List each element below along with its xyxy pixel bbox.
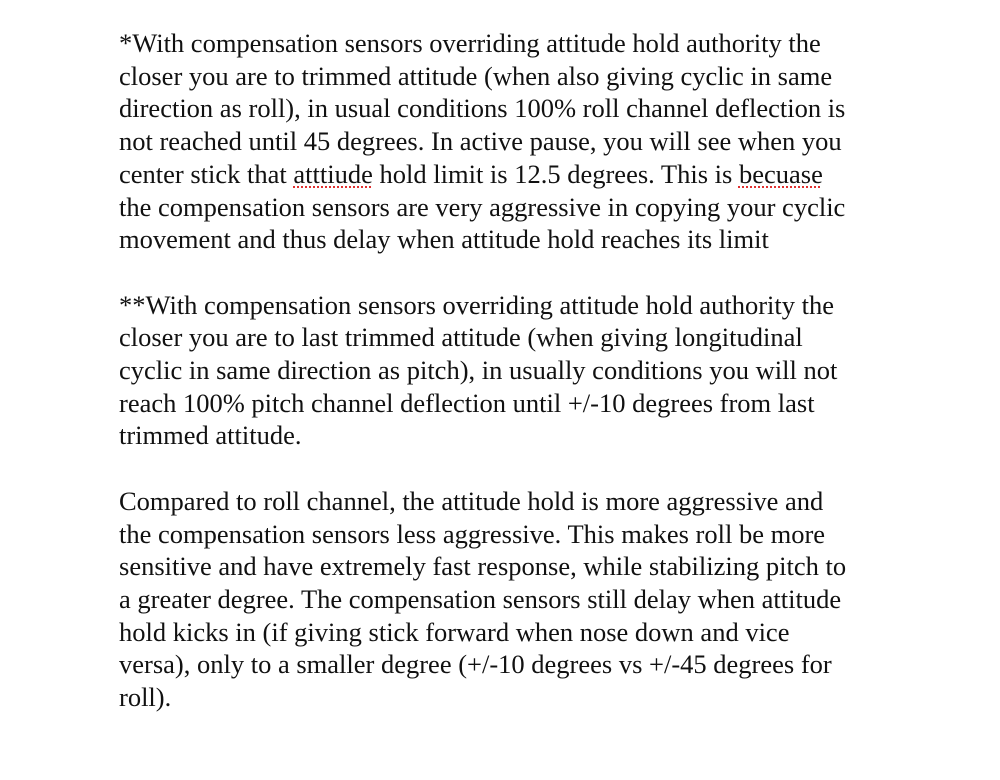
text-run: direction as roll), in usual conditions 100% roll channel deflection is [119,93,846,124]
text-run: hold limit is 12.5 degrees. This is [372,158,739,189]
text-run: closer you are to trimmed attitude (when also giving cyclic in same [119,60,833,91]
text-run: closer you are to last trimmed attitude (when giving longitudinal [119,322,803,353]
paragraph-2 [119,289,909,453]
text-line [119,125,909,158]
misspelled-word[interactable]: atttiude [293,158,373,189]
text-line [119,191,909,224]
text-run: roll). [119,682,172,713]
text-line [119,485,909,518]
text-line [119,60,909,93]
paragraph-1 [119,27,909,256]
text-line [119,419,909,452]
text-line [119,289,909,322]
text-run: cyclic in same direction as pitch), in usually conditions you will not [119,355,838,386]
document-body[interactable] [119,27,909,746]
text-line [119,518,909,551]
text-line [119,616,909,649]
text-line [119,648,909,681]
text-run: hold kicks in (if giving stick forward when nose down and vice [119,616,790,647]
text-line [119,354,909,387]
misspelled-word[interactable]: becuase [738,158,823,189]
text-run: reach 100% pitch channel deflection until +/-10 degrees from last [119,387,815,418]
text-line [119,387,909,420]
paragraph-3 [119,485,909,714]
text-line [119,92,909,125]
text-run: the compensation sensors are very aggressive in copying your cyclic [119,191,846,222]
text-run: trimmed attitude. [119,420,302,451]
text-line [119,583,909,616]
text-run: center stick that [119,158,294,189]
text-line [119,681,909,714]
text-line [119,223,909,256]
text-run: **With compensation sensors overriding attitude hold authority the [119,289,835,320]
text-run: *With compensation sensors overriding attitude hold authority the [119,28,821,58]
text-line [119,550,909,583]
text-run: Compared to roll channel, the attitude hold is more aggressive and [119,485,824,516]
text-line [119,158,909,191]
text-line [119,27,909,60]
text-run: sensitive and have extremely fast response, while stabilizing pitch to [119,551,847,582]
text-run: movement and thus delay when attitude hold reaches its limit [119,224,769,255]
text-run: the compensation sensors less aggressive. This makes roll be more [119,518,826,549]
text-run: a greater degree. The compensation sensors still delay when attitude [119,583,842,614]
text-run: not reached until 45 degrees. In active pause, you will see when you [119,126,842,157]
text-line [119,321,909,354]
text-run: versa), only to a smaller degree (+/-10 degrees vs +/-45 degrees for [119,649,832,680]
